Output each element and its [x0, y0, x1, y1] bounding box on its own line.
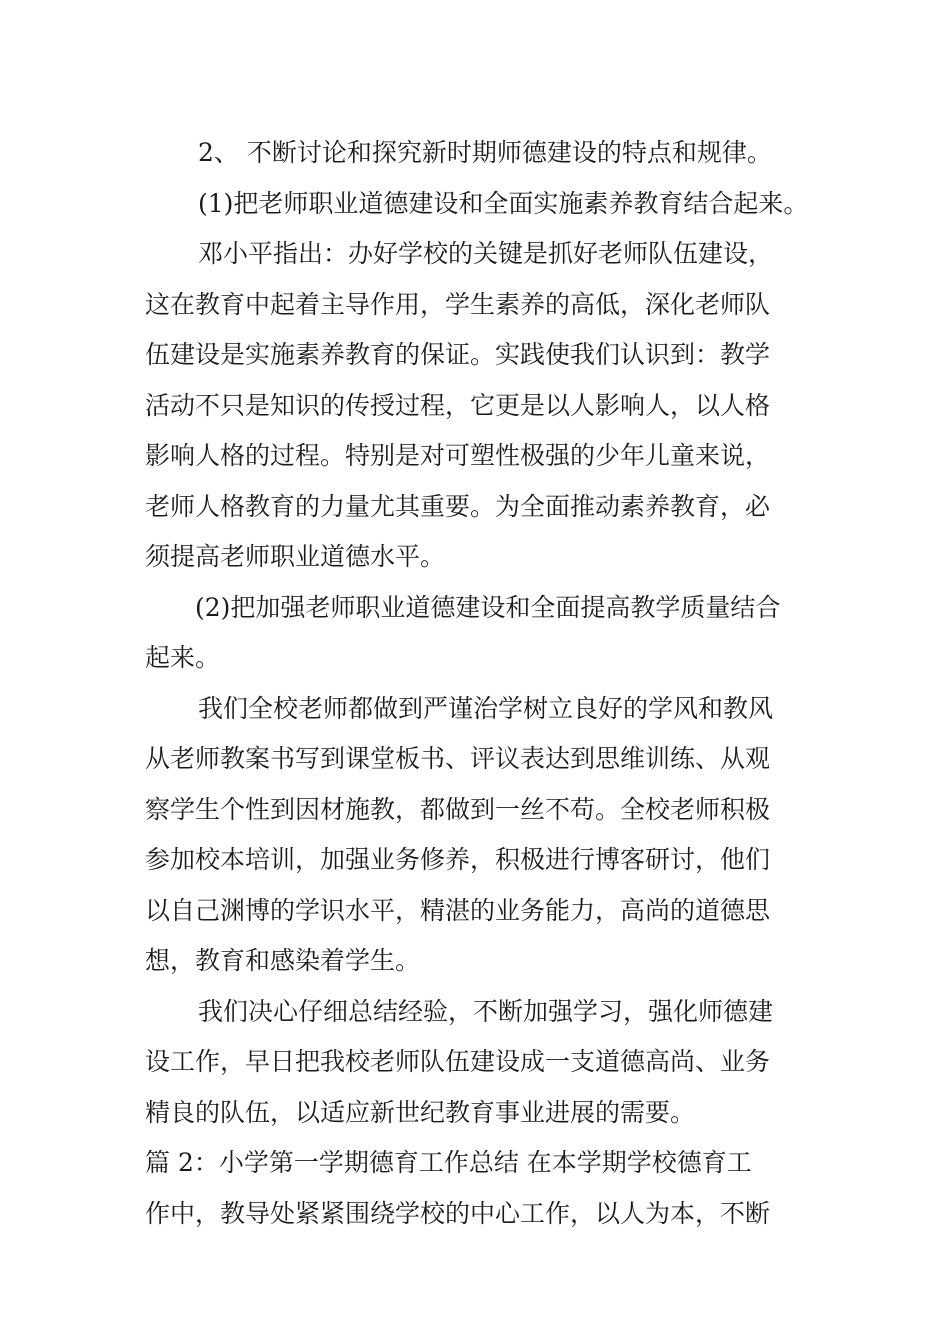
paragraph-line: 察学生个性到因材施教，都做到一丝不苟。全校老师积极: [145, 794, 771, 824]
document-body: [145, 128, 809, 1239]
paragraph-line: 这在教育中起着主导作用，学生素养的高低，深化老师队: [145, 289, 771, 319]
paragraph-line: 老师人格教育的力量尤其重要。为全面推动素养教育，必: [145, 491, 771, 521]
paragraph-line: 设工作，早日把我校老师队伍建设成一支道德高尚、业务: [145, 1047, 771, 1076]
paragraph-line: 影响人格的过程。特别是对可塑性极强的少年儿童来说，: [145, 441, 771, 470]
paragraph-line: 作中，教导处紧紧围绕学校的中心工作，以人为本，不断: [145, 1198, 771, 1228]
paragraph-line: 参加校本培训，加强业务修养，积极进行博客研讨，他们: [145, 845, 771, 874]
paragraph-line: 活动不只是知识的传授过程，它更是以人影响人，以人格: [145, 390, 771, 420]
subheading-1: (1)把老师职业道德建设和全面实施素养教育结合起来。: [198, 188, 809, 218]
paragraph-line: 我们决心仔细总结经验，不断加强学习，强化师德建: [198, 996, 774, 1026]
paragraph-line: 从老师教案书写到课堂板书、评议表达到思维训练、从观: [145, 744, 771, 773]
paragraph-line: 想，教育和感染着学生。: [145, 946, 421, 975]
article-heading-line: 篇 2：小学第一学期德育工作总结 在本学期学校德育工: [145, 1148, 752, 1177]
paragraph-line: 须提高老师职业道德水平。: [145, 542, 446, 571]
paragraph-line: 以自己渊博的学识水平，精湛的业务能力，高尚的道德思: [145, 895, 771, 925]
paragraph-line: 我们全校老师都做到严谨治学树立良好的学风和教风: [198, 693, 774, 723]
paragraph-line: 伍建设是实施素养教育的保证。实践使我们认识到：教学: [145, 340, 771, 369]
paragraph-line: 邓小平指出：办好学校的关键是抓好老师队伍建设，: [198, 239, 774, 268]
section-heading-2: 2、 不断讨论和探究新时期师德建设的特点和规律。: [198, 138, 772, 167]
subheading-2: (2)把加强老师职业道德建设和全面提高教学质量结合: [195, 592, 781, 622]
subheading-2-continued: 起来。: [145, 643, 221, 672]
paragraph-line: 精良的队伍，以适应新世纪教育事业进展的需要。: [145, 1097, 696, 1127]
